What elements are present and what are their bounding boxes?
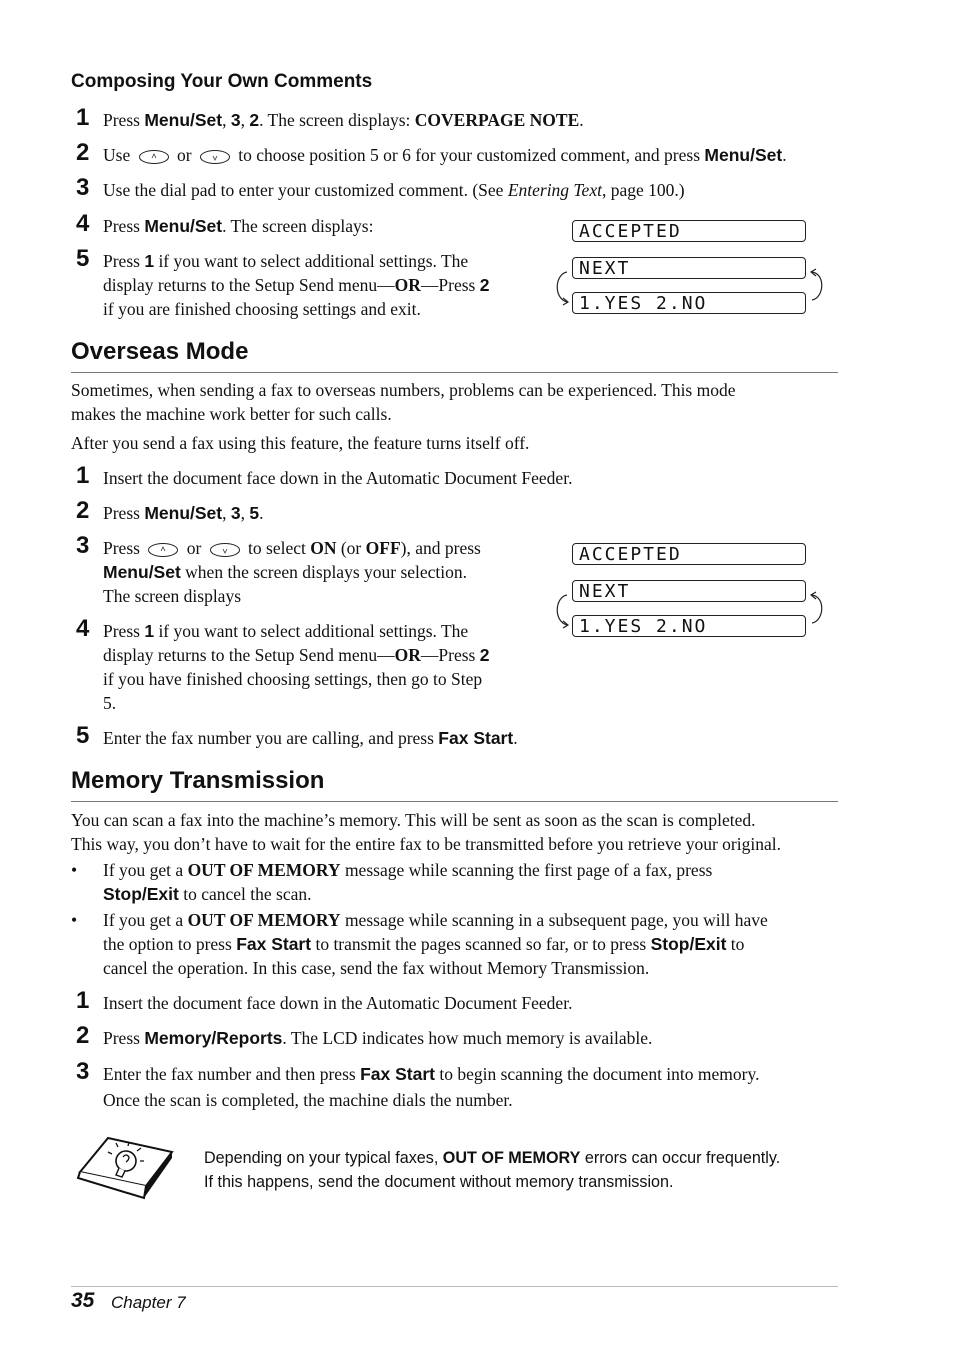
cycle-arrow-right-icon bbox=[808, 266, 830, 306]
step-text: Press Memory/Reports. The LCD indicates how much memory is available. bbox=[103, 1028, 653, 1048]
step-number: 3 bbox=[76, 1058, 90, 1085]
lcd-display-line: ACCEPTED bbox=[572, 220, 806, 242]
cycle-arrow-left-icon bbox=[549, 591, 571, 631]
step-text: if you are finished choosing settings and exit. bbox=[103, 299, 421, 319]
step-text: if you have finished choosing settings, then go to Step bbox=[103, 669, 483, 689]
section-heading: Memory Transmission bbox=[71, 767, 325, 794]
step-number: 4 bbox=[76, 615, 90, 642]
step-number: 3 bbox=[76, 532, 90, 559]
bullet-text: the option to press Fax Start to transmit the pages scanned so far, or to press Stop/Exit to bbox=[103, 934, 745, 954]
step-number: 5 bbox=[76, 722, 90, 749]
step-text: Enter the fax number you are calling, and press Fax Start. bbox=[103, 728, 518, 748]
up-arrow-key-icon bbox=[147, 542, 179, 558]
up-arrow-key-icon bbox=[138, 149, 170, 165]
down-arrow-key-icon bbox=[199, 149, 231, 165]
section-heading: Overseas Mode bbox=[71, 338, 249, 365]
paragraph: This way, you don’t have to wait for the entire fax to be transmitted before you retrieve your original. bbox=[71, 834, 781, 854]
step-text: Insert the document face down in the Automatic Document Feeder. bbox=[103, 468, 573, 488]
subsection-heading: Composing Your Own Comments bbox=[71, 71, 373, 92]
step-number: 5 bbox=[76, 245, 90, 272]
step-number: 1 bbox=[76, 462, 90, 489]
step-text: Press or to select ON (or OFF), and press bbox=[103, 538, 481, 558]
step-text: Enter the fax number and then press Fax Start to begin scanning the document into memory. bbox=[103, 1064, 760, 1084]
step-number: 2 bbox=[76, 1022, 90, 1049]
note-text: If this happens, send the document without memory transmission. bbox=[204, 1172, 674, 1191]
lcd-display-line: NEXT bbox=[572, 580, 806, 602]
footer-divider bbox=[71, 1286, 838, 1287]
paragraph: You can scan a fax into the machine’s memory. This will be sent as soon as the scan is completed. bbox=[71, 810, 756, 830]
cycle-arrow-right-icon bbox=[808, 589, 830, 629]
step-number: 2 bbox=[76, 139, 90, 166]
note-text: Depending on your typical faxes, OUT OF MEMORY errors can occur frequently. bbox=[204, 1148, 781, 1167]
bullet: • bbox=[71, 860, 78, 880]
step-text: Use or to choose position 5 or 6 for your customized comment, and press Menu/Set. bbox=[103, 145, 787, 165]
step-text: Use the dial pad to enter your customized comment. (See Entering Text, page 100.) bbox=[103, 180, 685, 200]
step-text: Press 1 if you want to select additional settings. The bbox=[103, 621, 469, 641]
step-text: display returns to the Setup Send menu—OR—Press 2 bbox=[103, 645, 490, 665]
step-number: 1 bbox=[76, 987, 90, 1014]
lightbulb-note-icon bbox=[74, 1134, 178, 1206]
bullet-text: Stop/Exit to cancel the scan. bbox=[103, 884, 312, 904]
bullet-text: If you get a OUT OF MEMORY message while scanning in a subsequent page, you will have bbox=[103, 910, 768, 930]
paragraph: makes the machine work better for such calls. bbox=[71, 404, 392, 424]
step-text: Press 1 if you want to select additional settings. The bbox=[103, 251, 469, 271]
bullet-text: If you get a OUT OF MEMORY message while scanning the first page of a fax, press bbox=[103, 860, 713, 880]
cycle-arrow-left-icon bbox=[549, 268, 571, 308]
step-text: The screen displays bbox=[103, 586, 242, 606]
lcd-display-line: NEXT bbox=[572, 257, 806, 279]
lcd-display-line: ACCEPTED bbox=[572, 543, 806, 565]
paragraph: Sometimes, when sending a fax to overseas numbers, problems can be experienced. This mode bbox=[71, 380, 736, 400]
step-text: Press Menu/Set, 3, 2. The screen displays: COVERPAGE NOTE. bbox=[103, 110, 584, 130]
divider bbox=[71, 372, 838, 373]
step-text: 5. bbox=[103, 693, 117, 713]
step-number: 1 bbox=[76, 104, 90, 131]
chapter-label: Chapter 7 bbox=[111, 1293, 186, 1312]
step-text: Press Menu/Set, 3, 5. bbox=[103, 503, 264, 523]
paragraph: After you send a fax using this feature, the feature turns itself off. bbox=[71, 433, 530, 453]
bullet-text: cancel the operation. In this case, send the fax without Memory Transmission. bbox=[103, 958, 650, 978]
down-arrow-key-icon bbox=[209, 542, 241, 558]
step-text: Press Menu/Set. The screen displays: bbox=[103, 216, 374, 236]
step-text: display returns to the Setup Send menu—OR—Press 2 bbox=[103, 275, 490, 295]
page-number: 35 bbox=[71, 1289, 95, 1312]
step-text: Menu/Set when the screen displays your selection. bbox=[103, 562, 468, 582]
step-number: 2 bbox=[76, 497, 90, 524]
step-number: 3 bbox=[76, 174, 90, 201]
step-text: Once the scan is completed, the machine dials the number. bbox=[103, 1090, 513, 1110]
lcd-display-line: 1.YES 2.NO bbox=[572, 615, 806, 637]
bullet: • bbox=[71, 910, 78, 930]
lcd-display-line: 1.YES 2.NO bbox=[572, 292, 806, 314]
step-text: Insert the document face down in the Automatic Document Feeder. bbox=[103, 993, 573, 1013]
step-number: 4 bbox=[76, 210, 90, 237]
divider bbox=[71, 801, 838, 802]
